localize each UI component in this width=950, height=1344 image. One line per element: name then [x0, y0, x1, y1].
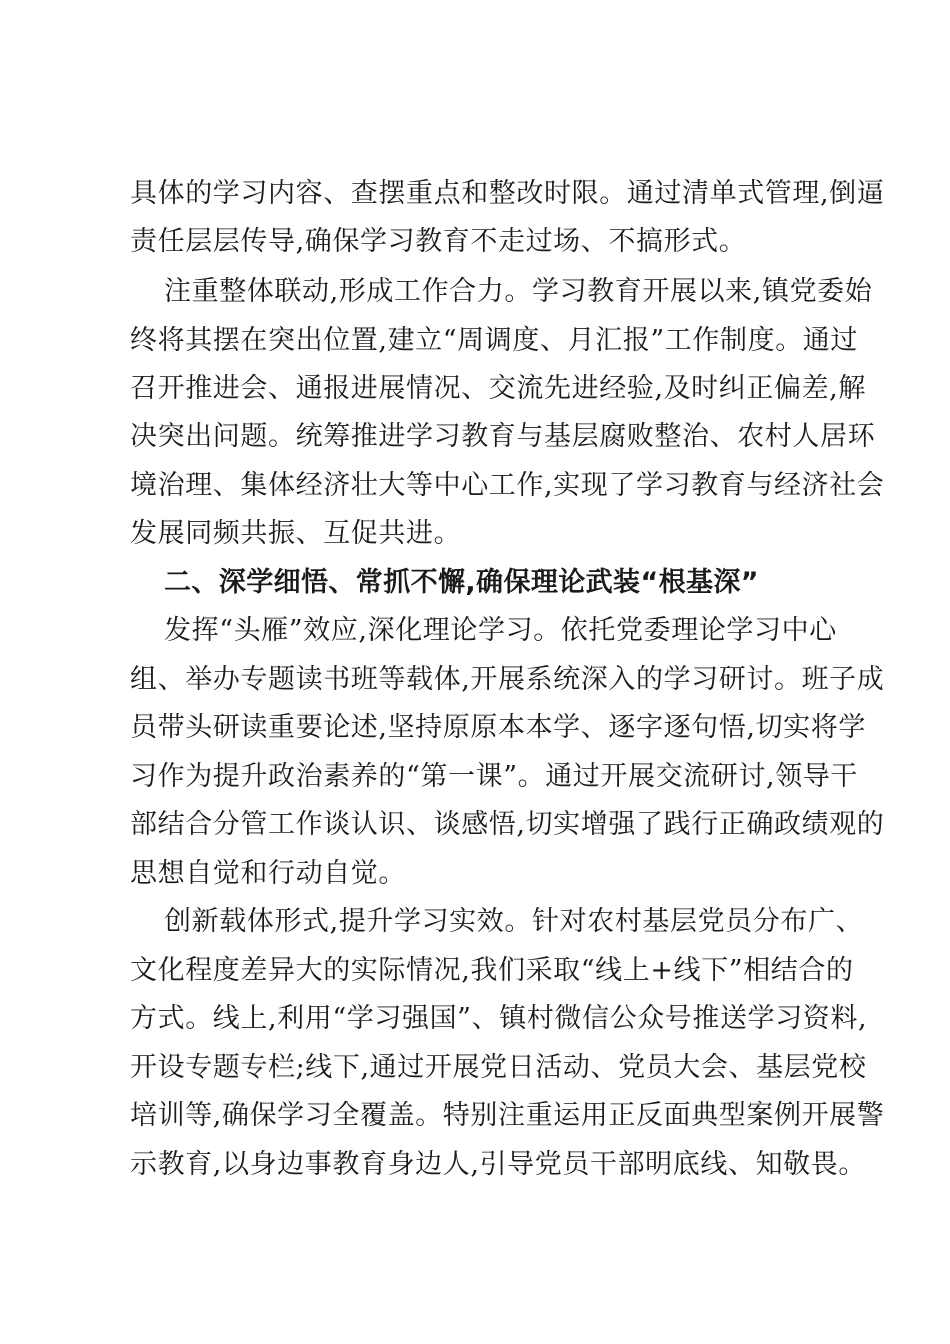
text-line: 方式。线上,利用“学习强国”、镇村微信公众号推送学习资料,: [130, 1003, 868, 1034]
text-line: 习作为提升政治素养的“第一课”。通过开展交流研讨,领导干: [130, 761, 858, 792]
text-line: 组、举办专题读书班等载体,开展系统深入的学习研讨。班子成: [130, 664, 885, 695]
paragraph-start-line: 创新载体形式,提升学习实效。针对农村基层党员分布广、: [164, 906, 864, 937]
text-line: 开设专题专栏;线下,通过开展党日活动、党员大会、基层党校: [130, 1052, 867, 1083]
text-line: 思想自觉和行动自觉。: [130, 858, 406, 889]
text-line: 示教育,以身边事教育身边人,引导党员干部明底线、知敬畏。: [130, 1149, 866, 1180]
text-line: 培训等,确保学习全覆盖。特别注重运用正反面典型案例开展警: [130, 1100, 885, 1131]
text-line: 发展同频共振、互促共进。: [130, 518, 462, 549]
text-line: 文化程度差异大的实际情况,我们采取“线上+线下”相结合的: [130, 955, 854, 986]
text-line: 员带头研读重要论述,坚持原原本本学、逐字逐句悟,切实将学: [130, 712, 866, 743]
paragraph-start-line: 注重整体联动,形成工作合力。学习教育开展以来,镇党委始: [164, 276, 873, 307]
section-heading: 二、深学细悟、常抓不懈,确保理论武装“根基深”: [164, 567, 759, 598]
text-line: 部结合分管工作谈认识、谈感悟,切实增强了践行正确政绩观的: [130, 809, 885, 840]
paragraph-start-line: 发挥“头雁”效应,深化理论学习。依托党委理论学习中心: [164, 615, 837, 646]
text-line: 责任层层传导,确保学习教育不走过场、不搞形式。: [130, 226, 747, 257]
text-line: 终将其摆在突出位置,建立“周调度、月汇报”工作制度。通过: [130, 325, 858, 356]
text-line: 召开推进会、通报进展情况、交流先进经验,及时纠正偏差,解: [130, 373, 866, 404]
text-line: 决突出问题。统筹推进学习教育与基层腐败整治、农村人居环: [130, 421, 876, 452]
text-line: 具体的学习内容、查摆重点和整改时限。通过清单式管理,倒逼: [130, 178, 885, 209]
text-line: 境治理、集体经济壮大等中心工作,实现了学习教育与经济社会: [130, 470, 885, 501]
